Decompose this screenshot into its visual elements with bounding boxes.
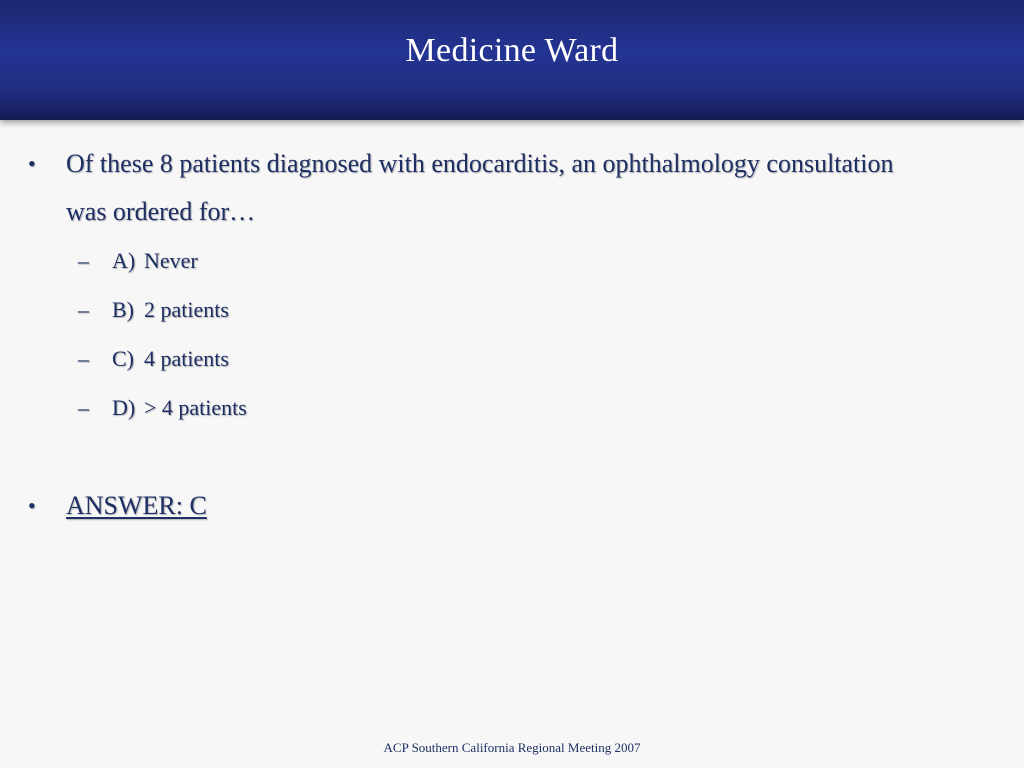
slide-content <box>0 140 1024 530</box>
dash-icon: – <box>78 248 89 273</box>
option-letter: B) <box>112 297 134 322</box>
option-text: 2 patients <box>144 297 229 322</box>
answer-bullet <box>0 482 1024 530</box>
option-b <box>0 285 1024 334</box>
bullet-icon: • <box>28 493 36 518</box>
dash-icon: – <box>78 395 89 420</box>
bullet-icon: • <box>28 151 36 176</box>
option-text: > 4 patients <box>144 395 247 420</box>
question-bullet <box>0 140 1024 236</box>
answer-text: ANSWER: C <box>66 491 207 520</box>
slide-footer: ACP Southern California Regional Meeting 2007 <box>383 740 641 755</box>
option-letter: A) <box>112 248 136 273</box>
option-d <box>0 383 1024 432</box>
title-banner <box>0 0 1024 120</box>
slide-title: Medicine Ward <box>405 32 619 69</box>
option-a <box>0 236 1024 285</box>
option-text: 4 patients <box>144 346 229 371</box>
option-letter: C) <box>112 346 134 371</box>
dash-icon: – <box>78 346 89 371</box>
question-text: Of these 8 patients diagnosed with endocarditis, an ophthalmology consultation was ordered for… <box>66 149 894 226</box>
option-c <box>0 334 1024 383</box>
dash-icon: – <box>78 297 89 322</box>
option-letter: D) <box>112 395 136 420</box>
option-text: Never <box>144 248 198 273</box>
